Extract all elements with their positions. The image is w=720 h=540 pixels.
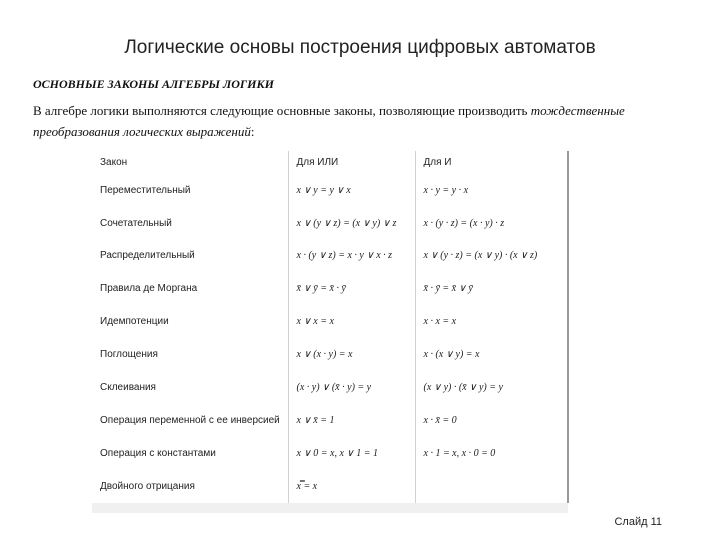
- law-name: Идемпотенции: [100, 316, 169, 328]
- or-formula: x̄ ∨ ȳ = x̄ · ȳ: [288, 272, 415, 305]
- table-bottom-shadow: [92, 503, 568, 513]
- table-row: [92, 470, 568, 503]
- table-header-row: [92, 151, 568, 174]
- or-formula: x · (y ∨ z) = x · y ∨ x · z: [288, 239, 415, 272]
- and-formula: (x ∨ y) · (x̄ ∨ y) = y: [415, 371, 568, 404]
- table-row: [92, 437, 568, 470]
- and-formula: x ∨ (y · z) = (x ∨ y) · (x ∨ z): [415, 239, 568, 272]
- table-row: [92, 404, 568, 437]
- and-formula: x · x̄ = 0: [415, 404, 568, 437]
- table-row: [92, 174, 568, 207]
- and-formula: x · 1 = x, x · 0 = 0: [415, 437, 568, 470]
- or-formula: x ∨ x = x: [288, 305, 415, 338]
- table-row: [92, 338, 568, 371]
- column-header-or: Для ИЛИ: [288, 151, 415, 174]
- table-row: [92, 272, 568, 305]
- slide-title: Логические основы построения цифровых автоматов: [124, 37, 596, 58]
- and-formula: x̄ · ȳ = x̄ ∨ ȳ: [415, 272, 568, 305]
- law-name: Правила де Моргана: [100, 283, 198, 295]
- law-name: Склеивания: [100, 382, 156, 394]
- table-row: [92, 239, 568, 272]
- or-formula: x ∨ (y ∨ z) = (x ∨ y) ∨ z: [288, 207, 415, 240]
- column-header-law: Закон: [100, 156, 128, 168]
- and-formula: x · (x ∨ y) = x: [415, 338, 568, 371]
- and-formula: x · x = x: [415, 305, 568, 338]
- section-heading: ОСНОВНЫЕ ЗАКОНЫ АЛГЕБРЫ ЛОГИКИ: [33, 77, 274, 91]
- table-row: [92, 207, 568, 240]
- table-row: [92, 371, 568, 404]
- intro-text: В алгебре логики выполняются следующие основные законы, позволяющие производить: [33, 103, 531, 118]
- or-formula: x ∨ (x · y) = x: [288, 338, 415, 371]
- intro-italic-text: тождественные преобразования логических выражений: [33, 103, 625, 139]
- or-formula: x ∨ x̄ = 1: [288, 404, 415, 437]
- and-formula: [415, 470, 568, 503]
- law-name: Двойного отрицания: [100, 480, 195, 492]
- law-name: Операция с константами: [100, 447, 216, 459]
- column-header-and: Для И: [415, 151, 568, 174]
- and-formula: x · (y · z) = (x · y) · z: [415, 207, 568, 240]
- or-formula: (x · y) ∨ (x̄ · y) = y: [288, 371, 415, 404]
- law-name: Операция переменной с ее инверсией: [100, 415, 280, 427]
- slide-number: Слайд 11: [614, 516, 662, 528]
- or-formula: x ∨ 0 = x, x ∨ 1 = 1: [288, 437, 415, 470]
- law-name: Переместительный: [100, 184, 191, 196]
- or-formula: x ∨ y = y ∨ x: [288, 174, 415, 207]
- intro-text-end: :: [250, 124, 255, 139]
- laws-table: [92, 151, 569, 503]
- or-formula: x̿ = x: [288, 470, 415, 503]
- law-name: Поглощения: [100, 349, 158, 361]
- law-name: Распределительный: [100, 250, 195, 262]
- intro-paragraph: [33, 100, 688, 142]
- and-formula: x · y = y · x: [415, 174, 568, 207]
- law-name: Сочетательный: [100, 217, 172, 229]
- table-row: [92, 305, 568, 338]
